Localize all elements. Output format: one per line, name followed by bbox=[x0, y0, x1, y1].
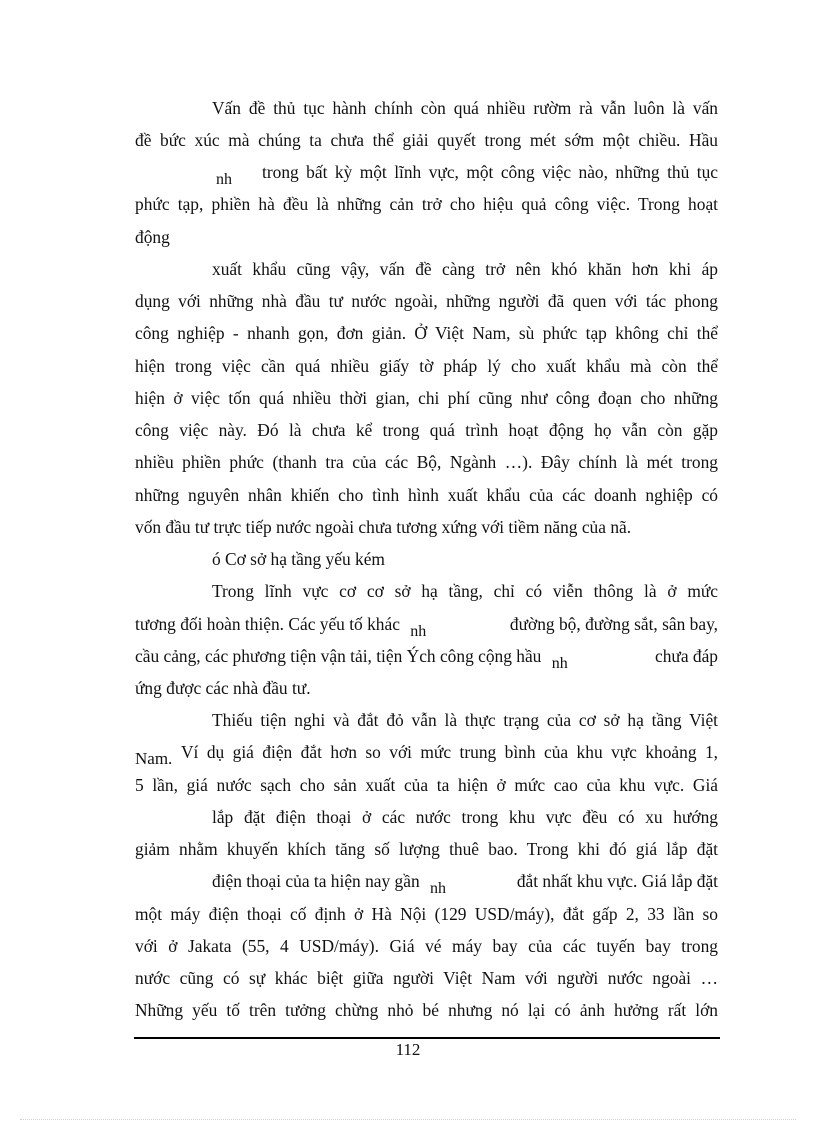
text-line bbox=[135, 613, 718, 640]
text-fragment-nh: nh bbox=[410, 623, 427, 640]
text-line: Những yếu tố trên tưởng chừng nhỏ bé nhưng nó lại có ảnh hưởng rất lớn bbox=[135, 1000, 718, 1020]
text-line-segment: tương đối hoàn thiện. Các yếu tố khác bbox=[135, 614, 400, 634]
text-line: nhiều phiền phức (thanh tra của các Bộ, Ngành …). Đây chính là mét trong bbox=[135, 452, 718, 472]
text-line: Trong lĩnh vực cơ cơ sở hạ tầng, chỉ có viễn thông là ở mức bbox=[212, 581, 718, 601]
text-line: ứng được các nhà đầu tư. bbox=[135, 678, 311, 698]
text-line: hiện trong việc cần quá nhiều giấy tờ pháp lý cho xuất khẩu mà còn thể bbox=[135, 356, 718, 376]
text-line bbox=[212, 870, 718, 897]
footer-divider bbox=[134, 1037, 720, 1039]
text-line-segment: điện thoại của ta hiện nay gần bbox=[212, 871, 420, 891]
text-line: với ở Jakata (55, 4 USD/máy). Giá vé máy bay của các tuyến bay trong bbox=[135, 936, 718, 956]
text-fragment-nh: nh bbox=[551, 655, 568, 672]
text-line bbox=[262, 161, 718, 183]
text-line: công việc này. Đó là chưa kể trong quá trình hoạt động họ vẫn còn gặp bbox=[135, 420, 718, 440]
text-line: đề bức xúc mà chúng ta chưa thể giải quyết trong mét sớm một chiều. Hầu bbox=[135, 130, 718, 150]
text-line: động bbox=[135, 227, 170, 247]
text-line: một máy điện thoại cố định ở Hà Nội (129 USD/máy), đắt gấp 2, 33 lần so bbox=[135, 904, 718, 924]
text-fragment-nam: Nam. bbox=[135, 749, 173, 768]
text-line: xuất khẩu cũng vậy, vấn đề càng trở nên khó khăn hơn khi áp bbox=[212, 259, 718, 279]
text-line: nước cũng có sự khác biệt giữa người Việt Nam với người nước ngoài … bbox=[135, 968, 718, 988]
text-line-segment: Ví dụ giá điện đắt hơn so với mức trung bình của khu vực khoảng 1, bbox=[181, 742, 718, 762]
text-line: dụng với những nhà đầu tư nước ngoài, những người đã quen với tác phong bbox=[135, 291, 718, 311]
section-heading: ó Cơ sở hạ tầng yếu kém bbox=[212, 549, 385, 569]
text-line: giảm nhằm khuyến khích tăng số lượng thuê bao. Trong khi đó giá lắp đặt bbox=[135, 839, 718, 859]
text-line bbox=[135, 741, 718, 768]
text-line-segment: đường bộ, đường sắt, sân bay, bbox=[509, 614, 718, 634]
text-line-segment: chưa đáp bbox=[654, 646, 718, 666]
text-line: 5 lần, giá nước sạch cho sản xuất của ta hiện ở mức cao của khu vực. Giá bbox=[135, 775, 718, 795]
text-fragment-nh: nh bbox=[430, 880, 447, 897]
text-line: hiện ở việc tốn quá nhiều thời gian, chi phí cũng như công đoạn cho những bbox=[135, 388, 718, 408]
text-line: những nguyên nhân khiến cho tình hình xuất khẩu của các doanh nghiệp có bbox=[135, 485, 718, 505]
text-line-content: trong bất kỳ một lĩnh vực, một công việc nào, những thủ tục bbox=[262, 162, 718, 182]
text-line: phức tạp, phiền hà đều là những cản trở cho hiệu quả công việc. Trong hoạt bbox=[135, 194, 718, 214]
page-number: 112 bbox=[395, 1040, 421, 1059]
text-line: Thiếu tiện nghi và đắt đỏ vẫn là thực trạng của cơ sở hạ tầng Việt bbox=[212, 710, 718, 730]
text-line: Vấn đề thủ tục hành chính còn quá nhiều rườm rà vẫn luôn là vấn bbox=[212, 98, 718, 118]
text-line-segment: cầu cảng, các phương tiện vận tải, tiện Ých công cộng hầu bbox=[135, 646, 542, 666]
text-line-segment: đắt nhất khu vực. Giá lắp đặt bbox=[516, 871, 718, 891]
text-fragment-nh: nh bbox=[216, 171, 232, 188]
page-edge-divider bbox=[20, 1119, 796, 1120]
text-line bbox=[135, 645, 718, 672]
text-line: vốn đầu tư trực tiếp nước ngoài chưa tương xứng với tiềm năng của nã. bbox=[135, 517, 632, 537]
text-line: công nghiệp - nhanh gọn, đơn giản. Ở Việt Nam, sù phức tạp không chỉ thể bbox=[135, 323, 718, 343]
text-line: lắp đặt điện thoại ở các nước trong khu vực đều có xu hướng bbox=[212, 807, 718, 827]
